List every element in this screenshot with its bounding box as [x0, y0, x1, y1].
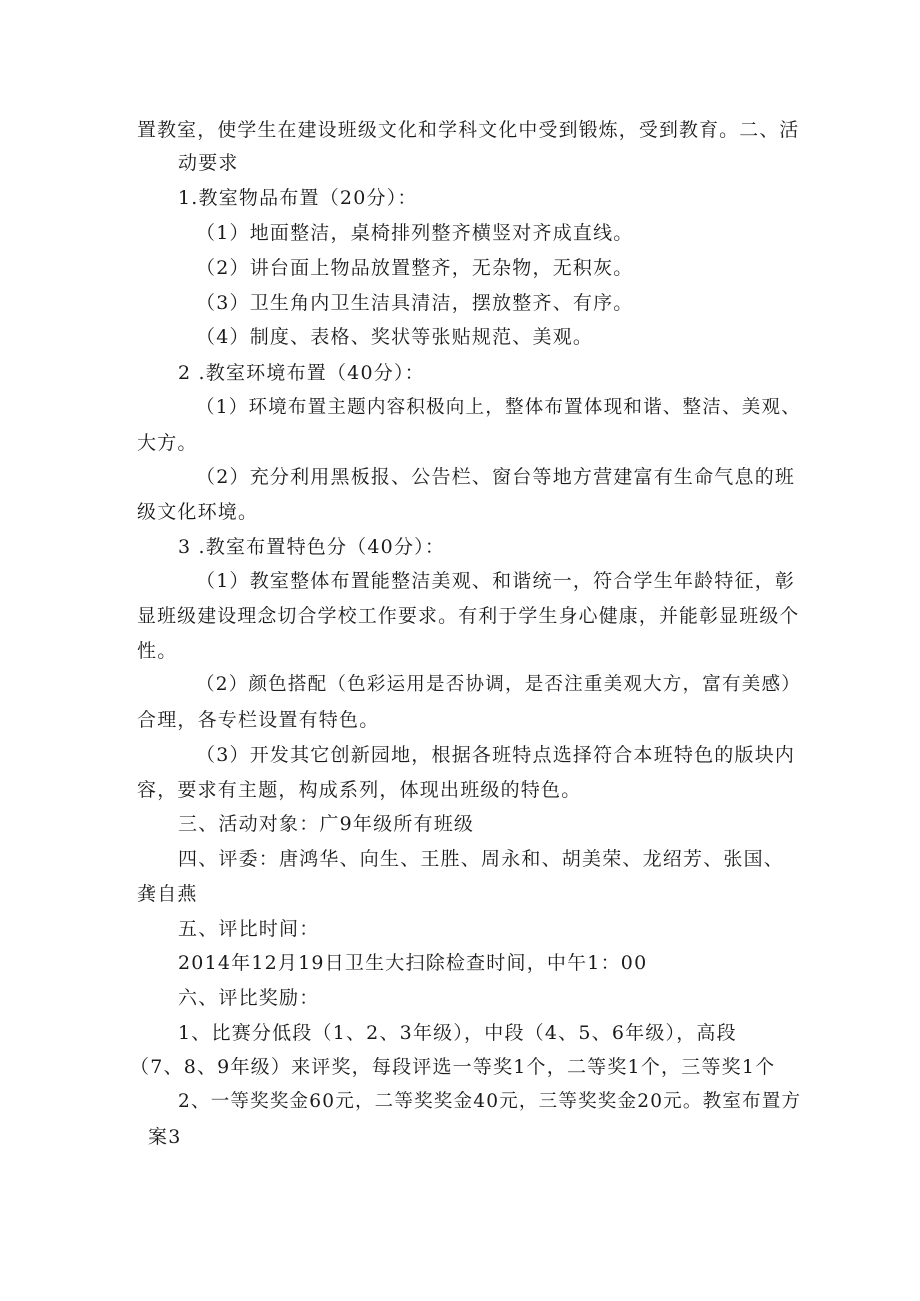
list-item: （3）开发其它创新园地，根据各班特点选择符合本班特色的版块内 [196, 744, 796, 766]
text-line: 显班级建设理念切合学校工作要求。有利于学生身心健康，并能彰显班级个 [137, 605, 800, 627]
list-item: （1）地面整洁，桌椅排列整齐横竖对齐成直线。 [196, 222, 634, 244]
text-line: 性。 [137, 640, 178, 662]
text-line: 2014年12月19日卫生大扫除检查时间，中午1：00 [178, 952, 648, 974]
text-line: （7、8、9年级）来评奖，每段评选一等奖1个，二等奖1个，三等奖1个 [130, 1056, 776, 1078]
section-heading: 1.教室物品布置（20分）： [178, 187, 418, 209]
section-heading: 三、活动对象：广9年级所有班级 [178, 813, 475, 835]
text-line: 龚自燕 [137, 883, 198, 905]
text-line: 2、一等奖奖金60元，二等奖奖金40元，三等奖奖金20元。教室布置方 [178, 1091, 802, 1112]
text-line: 案3 [148, 1126, 182, 1148]
text-line: 容，要求有主题，构成系列，体现出班级的特色。 [137, 779, 582, 801]
text-line: 动要求 [178, 152, 239, 174]
list-item: （2）充分利用黑板报、公告栏、窗台等地方营建富有生命气息的班 [196, 466, 796, 488]
list-item: （3）卫生角内卫生洁具清洁，摆放整齐、有序。 [196, 292, 634, 314]
list-item: （1）环境布置主题内容积极向上，整体布置体现和谐、整洁、美观、 [196, 397, 801, 418]
section-heading: 四、评委：唐鸿华、向生、王胜、周永和、胡美荣、龙绍芳、张国、 [178, 848, 785, 870]
text-line: 置教室，使学生在建设班级文化和学科文化中受到锻炼，受到教育。二、活 [137, 119, 800, 141]
list-item: （2）颜色搭配（色彩运用是否协调，是否注重美观大方，富有美感） [196, 674, 801, 695]
section-heading: 3 .教室布置特色分（40分）： [178, 536, 446, 558]
list-item: （1）教室整体布置能整洁美观、和谐统一，符合学生年龄特征，彰 [196, 570, 796, 592]
text-line: 大方。 [137, 432, 198, 454]
text-line: 合理，各专栏设置有特色。 [137, 709, 380, 731]
section-heading: 六、评比奖励： [178, 987, 320, 1009]
text-line: 1、比赛分低段（1、2、3年级），中段（4、5、6年级），高段 [178, 1022, 737, 1044]
list-item: （4）制度、表格、奖状等张贴规范、美观。 [196, 326, 594, 348]
text-line: 级文化环境。 [137, 501, 259, 523]
list-item: （2）讲台面上物品放置整齐，无杂物，无积灰。 [196, 257, 634, 279]
section-heading: 五、评比时间： [178, 918, 320, 940]
section-heading: 2 .教室环境布置（40分）： [178, 362, 425, 384]
